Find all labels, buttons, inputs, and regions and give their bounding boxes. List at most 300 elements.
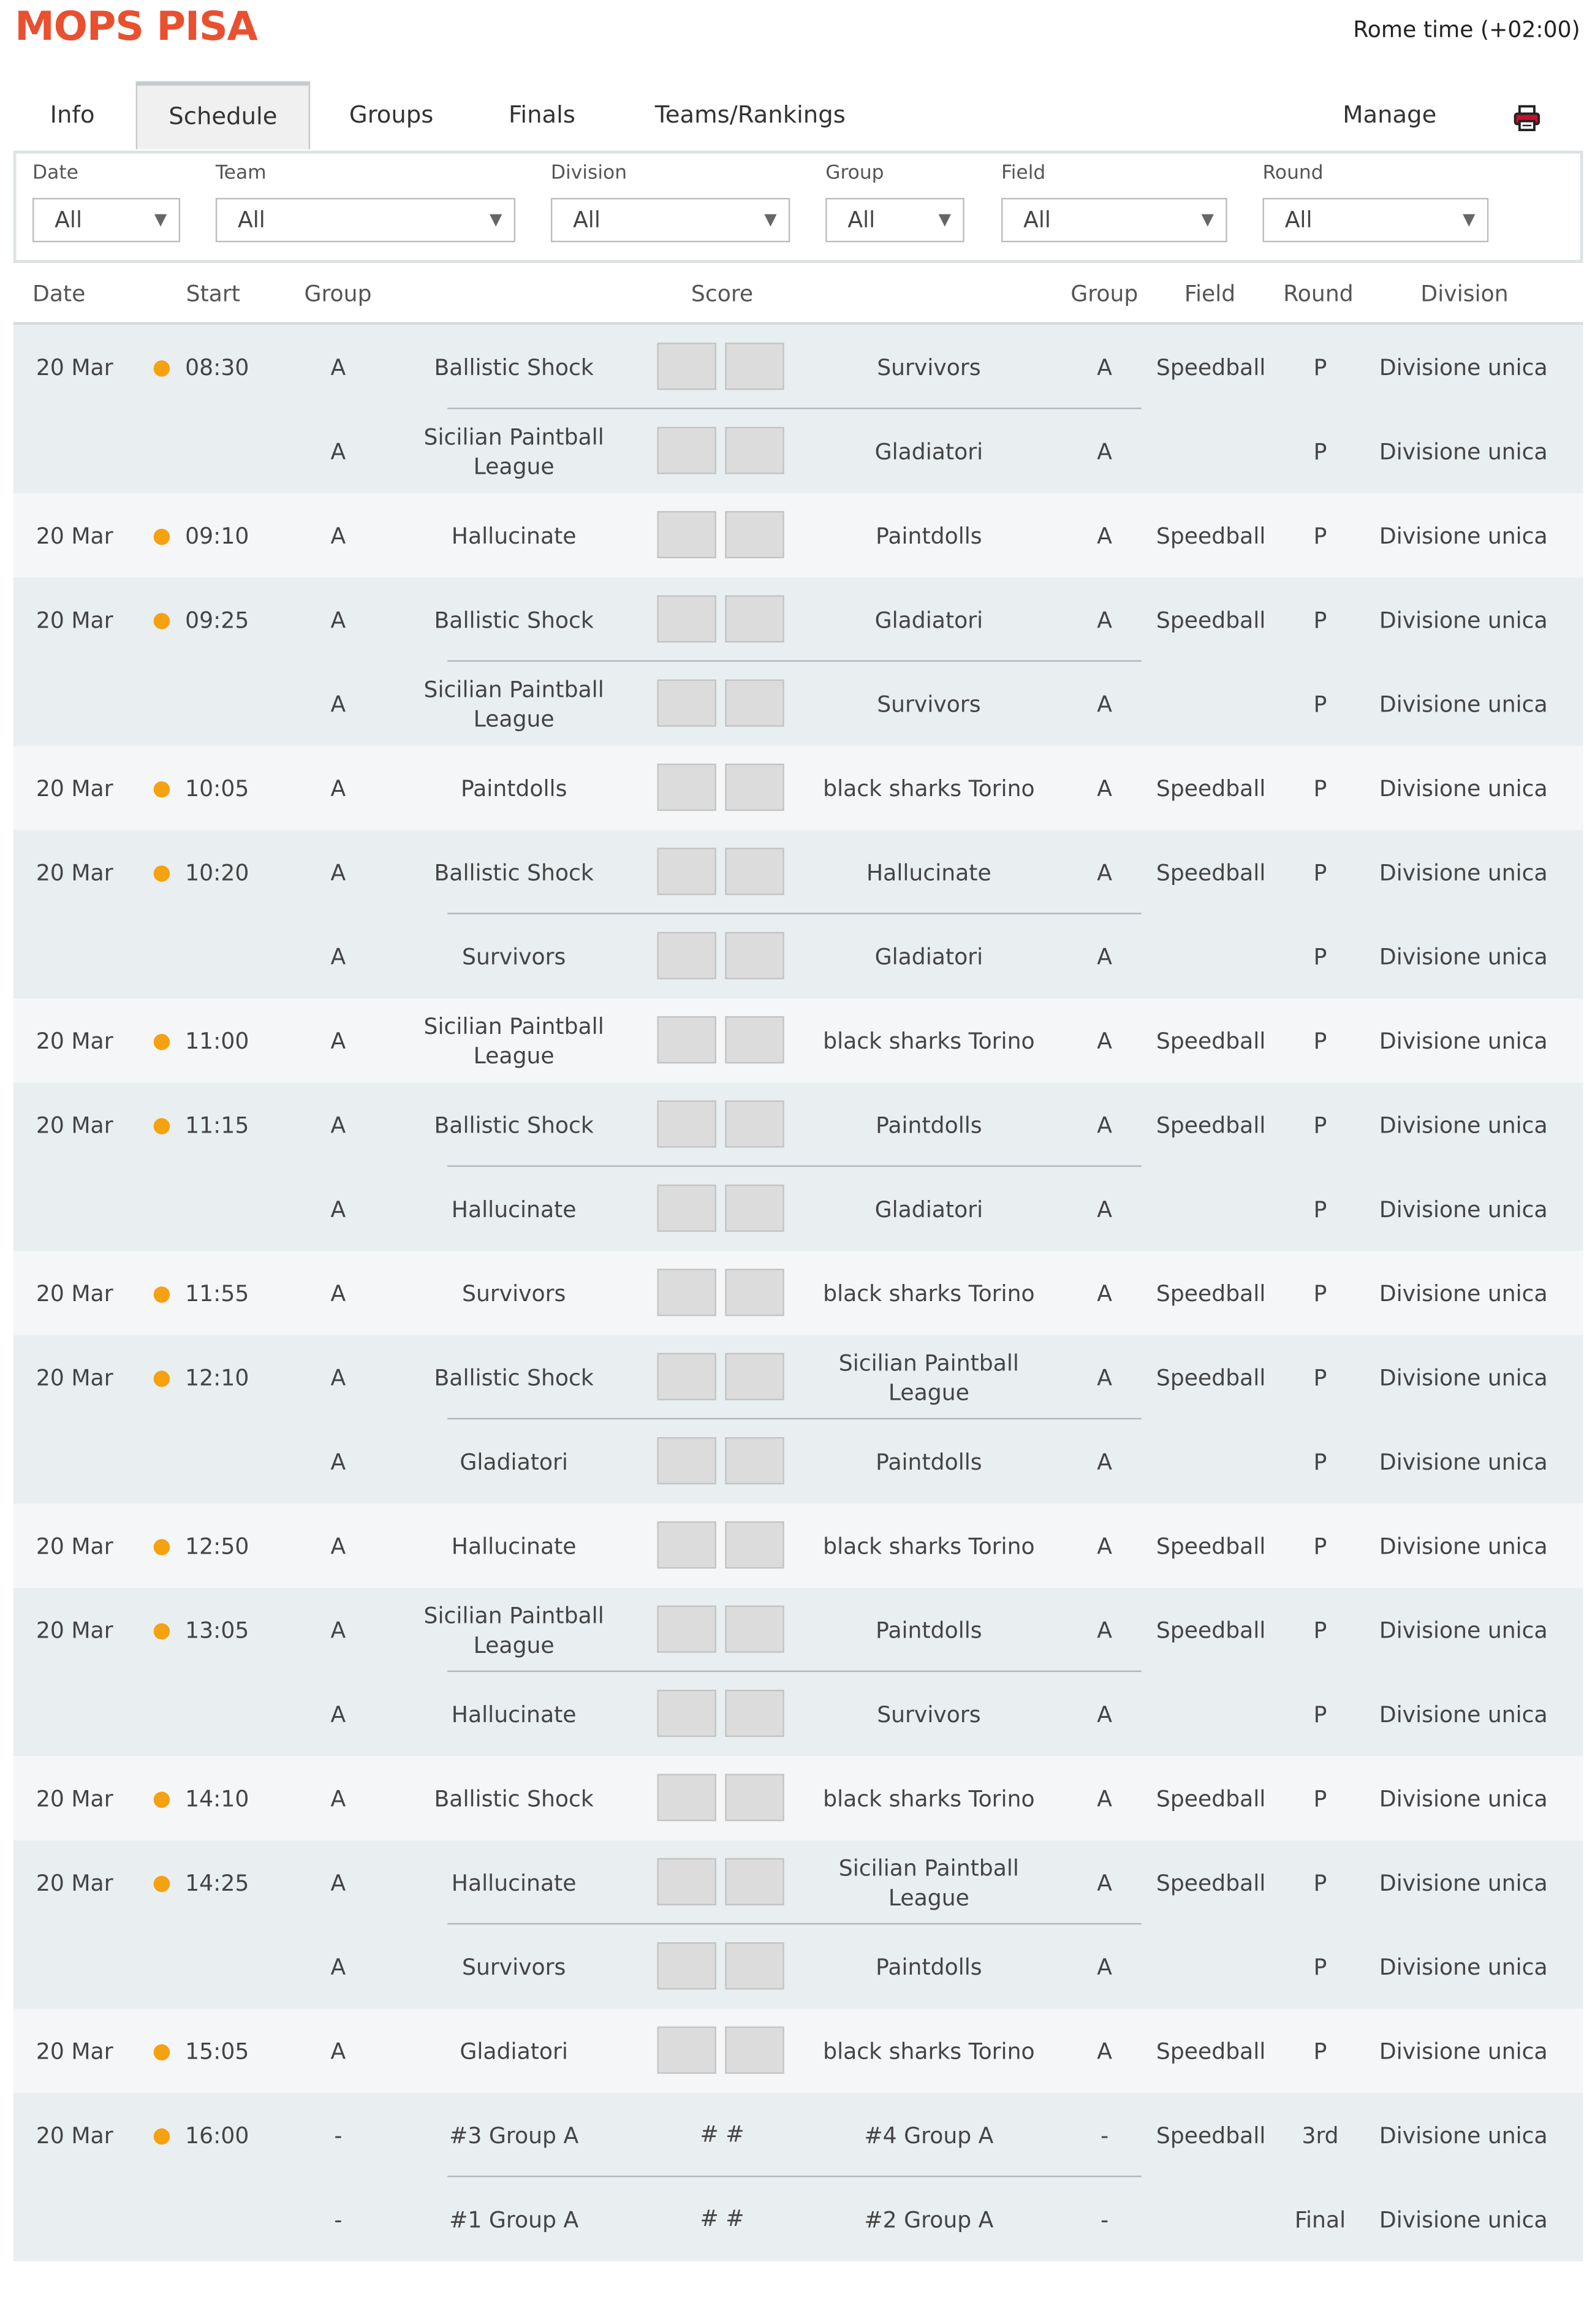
filter-date-value: All xyxy=(55,207,83,234)
match-date: 20 Mar xyxy=(36,1869,113,1896)
home-score-box[interactable] xyxy=(657,1521,716,1568)
match-round: P xyxy=(1313,522,1327,549)
home-group: A xyxy=(330,859,346,886)
home-group: A xyxy=(330,1869,346,1896)
away-group: A xyxy=(1097,1364,1113,1391)
away-group: A xyxy=(1097,1532,1113,1559)
match-field[interactable]: Speedball xyxy=(1156,1364,1266,1391)
home-score-box[interactable] xyxy=(657,1858,716,1905)
away-team[interactable]: black sharks Torino xyxy=(823,2037,1035,2064)
match-start-time: 13:05 xyxy=(185,1616,249,1644)
match-row[interactable] xyxy=(13,2009,1583,2093)
match-row[interactable] xyxy=(13,1419,1583,1503)
col-score: Score xyxy=(691,280,754,308)
match-division: Divisione unica xyxy=(1379,1532,1548,1559)
home-score-box[interactable] xyxy=(657,1269,716,1316)
home-group: A xyxy=(330,1616,346,1644)
away-team[interactable]: Gladiatori xyxy=(874,943,983,970)
match-division: Divisione unica xyxy=(1379,1616,1548,1644)
filter-division-value: All xyxy=(573,207,600,234)
match-row[interactable] xyxy=(13,1672,1583,1756)
match-start-time: 12:10 xyxy=(185,1364,249,1391)
match-division: Divisione unica xyxy=(1379,354,1548,381)
away-group: A xyxy=(1097,522,1113,549)
filter-round-label: Round xyxy=(1262,162,1324,185)
match-round: P xyxy=(1313,1869,1327,1896)
match-row[interactable] xyxy=(13,325,1583,409)
match-round: P xyxy=(1313,943,1327,970)
time-slot xyxy=(13,577,1583,746)
time-slot xyxy=(13,2093,1583,2261)
match-row[interactable] xyxy=(13,998,1583,1082)
away-score-box[interactable] xyxy=(725,2027,784,2074)
match-field[interactable]: Speedball xyxy=(1156,522,1266,549)
away-score-box[interactable] xyxy=(725,764,784,811)
match-field[interactable]: Speedball xyxy=(1156,1111,1266,1138)
away-team[interactable]: Paintdolls xyxy=(876,522,982,549)
col-division[interactable]: Division xyxy=(1420,280,1509,308)
score-placeholder: # # xyxy=(700,2205,744,2232)
away-team[interactable]: black sharks Torino xyxy=(823,1280,1035,1307)
home-team[interactable]: Hallucinate xyxy=(451,1532,577,1559)
status-dot-icon xyxy=(154,2044,170,2060)
away-score-box[interactable] xyxy=(725,1185,784,1232)
filter-team xyxy=(216,162,515,242)
away-score-box[interactable] xyxy=(725,1690,784,1737)
home-group: A xyxy=(330,522,346,549)
filter-group xyxy=(825,162,964,242)
tab-manage[interactable]: Manage xyxy=(1343,100,1437,129)
match-division: Divisione unica xyxy=(1379,1027,1548,1054)
home-team[interactable]: Ballistic Shock xyxy=(434,1111,594,1138)
away-team[interactable]: black sharks Torino xyxy=(823,775,1035,802)
filter-group-value: All xyxy=(847,207,876,234)
match-start-time: 10:20 xyxy=(185,859,249,886)
away-group: A xyxy=(1097,690,1113,718)
away-team[interactable]: black sharks Torino xyxy=(823,1532,1035,1559)
tab-teams-rankings[interactable]: Teams/Rankings xyxy=(654,100,846,129)
match-row[interactable] xyxy=(13,830,1583,914)
match-division: Divisione unica xyxy=(1379,1953,1548,1980)
away-team[interactable]: Hallucinate xyxy=(866,859,991,886)
match-round: P xyxy=(1313,1616,1327,1644)
away-group: A xyxy=(1097,1869,1113,1896)
print-icon[interactable] xyxy=(1512,104,1542,133)
away-group: A xyxy=(1097,354,1113,381)
match-date: 20 Mar xyxy=(36,1027,113,1054)
match-field[interactable]: Speedball xyxy=(1156,859,1266,886)
status-dot-icon xyxy=(154,1034,170,1050)
away-team[interactable]: Paintdolls xyxy=(876,1616,982,1644)
away-team[interactable]: Gladiatori xyxy=(874,1195,983,1223)
filter-division-label: Division xyxy=(550,162,627,185)
away-team[interactable]: #2 Group A xyxy=(864,2206,994,2233)
home-team[interactable]: Sicilian Paintball League xyxy=(423,1012,604,1069)
match-start-time: 12:50 xyxy=(185,1532,249,1559)
filter-field-label: Field xyxy=(1001,162,1046,185)
match-date: 20 Mar xyxy=(36,2121,113,2149)
dropdown-arrow-icon: ▼ xyxy=(764,210,777,229)
match-date: 20 Mar xyxy=(36,522,113,549)
away-score-box[interactable] xyxy=(725,1100,784,1147)
status-dot-icon xyxy=(154,2128,170,2145)
match-start-time: 11:15 xyxy=(185,1111,249,1138)
match-field[interactable]: Speedball xyxy=(1156,606,1266,633)
match-field[interactable]: Speedball xyxy=(1156,1027,1266,1054)
status-dot-icon xyxy=(154,1370,170,1387)
match-row[interactable] xyxy=(13,1251,1583,1335)
home-team[interactable]: Ballistic Shock xyxy=(434,859,594,886)
home-score-box[interactable] xyxy=(657,1353,716,1400)
match-field[interactable]: Speedball xyxy=(1156,2121,1266,2149)
match-date: 20 Mar xyxy=(36,1280,113,1307)
col-round[interactable]: Round xyxy=(1283,280,1354,308)
match-round: P xyxy=(1313,775,1327,802)
time-slot xyxy=(13,2009,1583,2093)
status-dot-icon xyxy=(154,1876,170,1893)
match-round: P xyxy=(1313,1027,1327,1054)
match-date: 20 Mar xyxy=(36,1532,113,1559)
top-bar xyxy=(0,0,1595,74)
filter-round-select[interactable] xyxy=(1263,198,1489,242)
home-score-box[interactable] xyxy=(657,2027,716,2074)
dropdown-arrow-icon: ▼ xyxy=(1463,210,1476,229)
match-start-time: 09:10 xyxy=(185,522,249,549)
away-group: A xyxy=(1097,438,1113,465)
away-team[interactable]: Sicilian Paintball League xyxy=(838,1854,1019,1911)
match-start-time: 08:30 xyxy=(185,354,249,381)
match-row[interactable] xyxy=(13,409,1583,493)
home-team[interactable]: Ballistic Shock xyxy=(434,354,594,381)
match-round: 3rd xyxy=(1301,2121,1339,2149)
home-team[interactable]: Hallucinate xyxy=(451,1869,577,1896)
match-row[interactable] xyxy=(13,1924,1583,2008)
away-score-box[interactable] xyxy=(725,1606,784,1653)
match-date: 20 Mar xyxy=(36,775,113,802)
away-group: - xyxy=(1101,2121,1109,2149)
match-row[interactable] xyxy=(13,1756,1583,1840)
away-group: A xyxy=(1097,1701,1113,1728)
away-team[interactable]: Paintdolls xyxy=(876,1448,982,1475)
filter-round-value: All xyxy=(1284,207,1313,234)
match-row[interactable] xyxy=(13,2177,1583,2261)
away-team[interactable]: Survivors xyxy=(877,690,981,718)
match-division: Divisione unica xyxy=(1379,438,1548,465)
match-date: 20 Mar xyxy=(36,606,113,633)
tournament-title[interactable]: MOPS PISA xyxy=(15,4,257,50)
match-round: P xyxy=(1313,2037,1327,2064)
match-round: P xyxy=(1313,1785,1327,1812)
match-field[interactable]: Speedball xyxy=(1156,775,1266,802)
match-round: P xyxy=(1313,1953,1327,1980)
match-date: 20 Mar xyxy=(36,2037,113,2064)
away-group: A xyxy=(1097,1616,1113,1644)
match-date: 20 Mar xyxy=(36,1616,113,1644)
home-team[interactable]: Ballistic Shock xyxy=(434,606,594,633)
home-team[interactable]: Paintdolls xyxy=(460,775,567,802)
home-score-box[interactable] xyxy=(657,1437,716,1484)
home-score-box[interactable] xyxy=(657,511,716,558)
away-group: A xyxy=(1097,859,1113,886)
home-team[interactable]: #3 Group A xyxy=(449,2121,579,2149)
dropdown-arrow-icon: ▼ xyxy=(489,210,502,229)
status-dot-icon xyxy=(154,865,170,882)
status-dot-icon xyxy=(154,1286,170,1303)
schedule-header xyxy=(13,263,1583,325)
match-division: Divisione unica xyxy=(1379,943,1548,970)
filter-date-label: Date xyxy=(32,162,78,185)
home-team[interactable]: Sicilian Paintball League xyxy=(423,675,604,732)
away-team[interactable]: Survivors xyxy=(877,354,981,381)
time-slot xyxy=(13,1251,1583,1335)
match-row[interactable] xyxy=(13,662,1583,746)
match-round: P xyxy=(1313,1532,1327,1559)
match-field[interactable]: Speedball xyxy=(1156,1280,1266,1307)
home-team[interactable]: #1 Group A xyxy=(449,2206,579,2233)
away-score-box[interactable] xyxy=(725,1774,784,1821)
match-round: P xyxy=(1313,1701,1327,1728)
tab-bar xyxy=(0,83,1595,151)
home-group: A xyxy=(330,775,346,802)
filter-division-select[interactable] xyxy=(551,198,790,242)
away-score-box[interactable] xyxy=(725,1521,784,1568)
match-row[interactable] xyxy=(13,577,1583,661)
away-group: A xyxy=(1097,943,1113,970)
tab-schedule[interactable]: Schedule xyxy=(136,82,310,150)
away-group: A xyxy=(1097,1027,1113,1054)
home-score-box[interactable] xyxy=(657,1606,716,1653)
tab-info[interactable]: Info xyxy=(50,100,95,129)
away-team[interactable]: Paintdolls xyxy=(876,1111,982,1138)
status-dot-icon xyxy=(154,1539,170,1555)
away-score-box[interactable] xyxy=(725,427,784,474)
home-team[interactable]: Survivors xyxy=(461,1280,566,1307)
tab-finals[interactable]: Finals xyxy=(508,100,575,129)
match-round: P xyxy=(1313,438,1327,465)
match-field[interactable]: Speedball xyxy=(1156,354,1266,381)
col-field[interactable]: Field xyxy=(1184,280,1236,308)
score-placeholder: # # xyxy=(700,2121,744,2148)
dropdown-arrow-icon: ▼ xyxy=(1201,210,1214,229)
status-dot-icon xyxy=(154,781,170,798)
home-group: - xyxy=(334,2121,343,2149)
col-group-home[interactable]: Group xyxy=(304,280,372,308)
away-score-box[interactable] xyxy=(725,595,784,642)
home-team[interactable]: Sicilian Paintball League xyxy=(423,1601,604,1658)
away-score-box[interactable] xyxy=(725,343,784,390)
match-row[interactable] xyxy=(13,1083,1583,1167)
match-start-time: 11:00 xyxy=(185,1027,249,1054)
match-round: P xyxy=(1313,1195,1327,1223)
match-division: Divisione unica xyxy=(1379,522,1548,549)
filter-field-value: All xyxy=(1023,207,1051,234)
home-score-box[interactable] xyxy=(657,1942,716,1989)
filter-team-select[interactable] xyxy=(216,198,515,242)
away-team[interactable]: Sicilian Paintball League xyxy=(838,1349,1019,1406)
timezone-label: Rome time (+02:00) xyxy=(1353,16,1580,43)
away-group: - xyxy=(1101,2206,1109,2233)
tab-groups[interactable]: Groups xyxy=(349,100,434,129)
match-division: Divisione unica xyxy=(1379,690,1548,718)
time-slot xyxy=(13,493,1583,577)
away-score-box[interactable] xyxy=(725,1269,784,1316)
home-group: A xyxy=(330,690,346,718)
away-group: A xyxy=(1097,1280,1113,1307)
match-division: Divisione unica xyxy=(1379,775,1548,802)
filter-field xyxy=(1001,162,1227,242)
match-row[interactable] xyxy=(13,1335,1583,1419)
match-round: P xyxy=(1313,690,1327,718)
match-row[interactable] xyxy=(13,1588,1583,1672)
away-score-box[interactable] xyxy=(725,1942,784,1989)
match-round: P xyxy=(1313,354,1327,381)
match-date: 20 Mar xyxy=(36,354,113,381)
home-team[interactable]: Sicilian Paintball League xyxy=(423,423,604,480)
filter-panel xyxy=(13,151,1583,263)
away-score-box[interactable] xyxy=(725,1437,784,1484)
match-row[interactable] xyxy=(13,493,1583,577)
time-slot xyxy=(13,746,1583,830)
away-group: A xyxy=(1097,1785,1113,1812)
match-row[interactable] xyxy=(13,1840,1583,1924)
match-date: 20 Mar xyxy=(36,859,113,886)
home-score-box[interactable] xyxy=(657,1185,716,1232)
away-group: A xyxy=(1097,1953,1113,1980)
home-score-box[interactable] xyxy=(657,848,716,895)
status-dot-icon xyxy=(154,360,170,377)
dropdown-arrow-icon: ▼ xyxy=(154,210,167,229)
match-division: Divisione unica xyxy=(1379,1364,1548,1391)
home-group: A xyxy=(330,1701,346,1728)
away-group: A xyxy=(1097,2037,1113,2064)
home-group: A xyxy=(330,943,346,970)
away-score-box[interactable] xyxy=(725,680,784,727)
col-date[interactable]: Date xyxy=(32,280,86,308)
match-division: Divisione unica xyxy=(1379,859,1548,886)
filter-group-select[interactable] xyxy=(825,198,964,242)
match-row[interactable] xyxy=(13,1503,1583,1587)
home-team[interactable]: Gladiatori xyxy=(460,2037,568,2064)
home-group: A xyxy=(330,1027,346,1054)
match-division: Divisione unica xyxy=(1379,2037,1548,2064)
home-group: A xyxy=(330,606,346,633)
away-group: A xyxy=(1097,775,1113,802)
home-group: A xyxy=(330,1280,346,1307)
home-group: A xyxy=(330,1448,346,1475)
match-start-time: 10:05 xyxy=(185,775,249,802)
away-team[interactable]: #4 Group A xyxy=(864,2121,994,2149)
home-team[interactable]: Ballistic Shock xyxy=(434,1364,594,1391)
match-date: 20 Mar xyxy=(36,1785,113,1812)
schedule-table xyxy=(13,325,1583,2261)
home-team[interactable]: Hallucinate xyxy=(451,1701,577,1728)
away-group: A xyxy=(1097,1111,1113,1138)
away-team[interactable]: black sharks Torino xyxy=(823,1027,1035,1054)
away-score-box[interactable] xyxy=(725,1353,784,1400)
match-row[interactable] xyxy=(13,2093,1583,2177)
filter-field-select[interactable] xyxy=(1001,198,1227,242)
home-score-box[interactable] xyxy=(657,764,716,811)
match-division: Divisione unica xyxy=(1379,1448,1548,1475)
home-team[interactable]: Survivors xyxy=(461,1953,566,1980)
home-score-box[interactable] xyxy=(657,1100,716,1147)
time-slot xyxy=(13,1588,1583,1756)
match-start-time: 16:00 xyxy=(185,2121,249,2149)
filter-group-label: Group xyxy=(825,162,884,185)
match-row[interactable] xyxy=(13,746,1583,830)
away-group: A xyxy=(1097,606,1113,633)
home-score-box[interactable] xyxy=(657,595,716,642)
home-score-box[interactable] xyxy=(657,1016,716,1063)
match-field[interactable]: Speedball xyxy=(1156,1785,1266,1812)
home-group: A xyxy=(330,354,346,381)
time-slot xyxy=(13,325,1583,493)
away-score-box[interactable] xyxy=(725,1858,784,1905)
match-round: P xyxy=(1313,859,1327,886)
home-score-box[interactable] xyxy=(657,427,716,474)
filter-round xyxy=(1263,162,1489,242)
home-team[interactable]: Hallucinate xyxy=(451,1195,577,1223)
home-team[interactable]: Ballistic Shock xyxy=(434,1785,594,1812)
away-score-box[interactable] xyxy=(725,932,784,979)
home-score-box[interactable] xyxy=(657,680,716,727)
match-field[interactable]: Speedball xyxy=(1156,1869,1266,1896)
home-group: A xyxy=(330,1111,346,1138)
home-score-box[interactable] xyxy=(657,1690,716,1737)
match-field[interactable]: Speedball xyxy=(1156,1532,1266,1559)
home-score-box[interactable] xyxy=(657,343,716,390)
home-team[interactable]: Hallucinate xyxy=(451,522,577,549)
time-slot xyxy=(13,998,1583,1082)
match-row[interactable] xyxy=(13,914,1583,998)
match-division: Divisione unica xyxy=(1379,1195,1548,1223)
status-dot-icon xyxy=(154,613,170,629)
col-group-away[interactable]: Group xyxy=(1070,280,1138,308)
match-field[interactable]: Speedball xyxy=(1156,1616,1266,1644)
match-start-time: 15:05 xyxy=(185,2037,249,2064)
home-team[interactable]: Survivors xyxy=(461,943,566,970)
match-division: Divisione unica xyxy=(1379,2121,1548,2149)
col-start[interactable]: Start xyxy=(186,280,241,308)
time-slot xyxy=(13,830,1583,998)
away-score-box[interactable] xyxy=(725,1016,784,1063)
match-round: P xyxy=(1313,1111,1327,1138)
away-team[interactable]: Gladiatori xyxy=(874,438,983,465)
match-start-time: 14:10 xyxy=(185,1785,249,1812)
home-team[interactable]: Gladiatori xyxy=(460,1448,568,1475)
away-team[interactable]: Paintdolls xyxy=(876,1953,982,1980)
match-field[interactable]: Speedball xyxy=(1156,2037,1266,2064)
match-row[interactable] xyxy=(13,1167,1583,1251)
away-team[interactable]: black sharks Torino xyxy=(823,1785,1035,1812)
filter-team-value: All xyxy=(238,207,265,234)
away-team[interactable]: Survivors xyxy=(877,1701,981,1728)
away-score-box[interactable] xyxy=(725,511,784,558)
match-round: P xyxy=(1313,1364,1327,1391)
filter-date-select[interactable] xyxy=(32,198,180,242)
filter-team-label: Team xyxy=(215,162,267,185)
home-score-box[interactable] xyxy=(657,932,716,979)
away-team[interactable]: Gladiatori xyxy=(874,606,983,633)
dropdown-arrow-icon: ▼ xyxy=(938,210,952,229)
time-slot xyxy=(13,1840,1583,2009)
match-division: Divisione unica xyxy=(1379,1785,1548,1812)
home-score-box[interactable] xyxy=(657,1774,716,1821)
time-slot xyxy=(13,1083,1583,1251)
home-group: - xyxy=(334,2206,343,2233)
match-division: Divisione unica xyxy=(1379,2206,1548,2233)
away-score-box[interactable] xyxy=(725,848,784,895)
